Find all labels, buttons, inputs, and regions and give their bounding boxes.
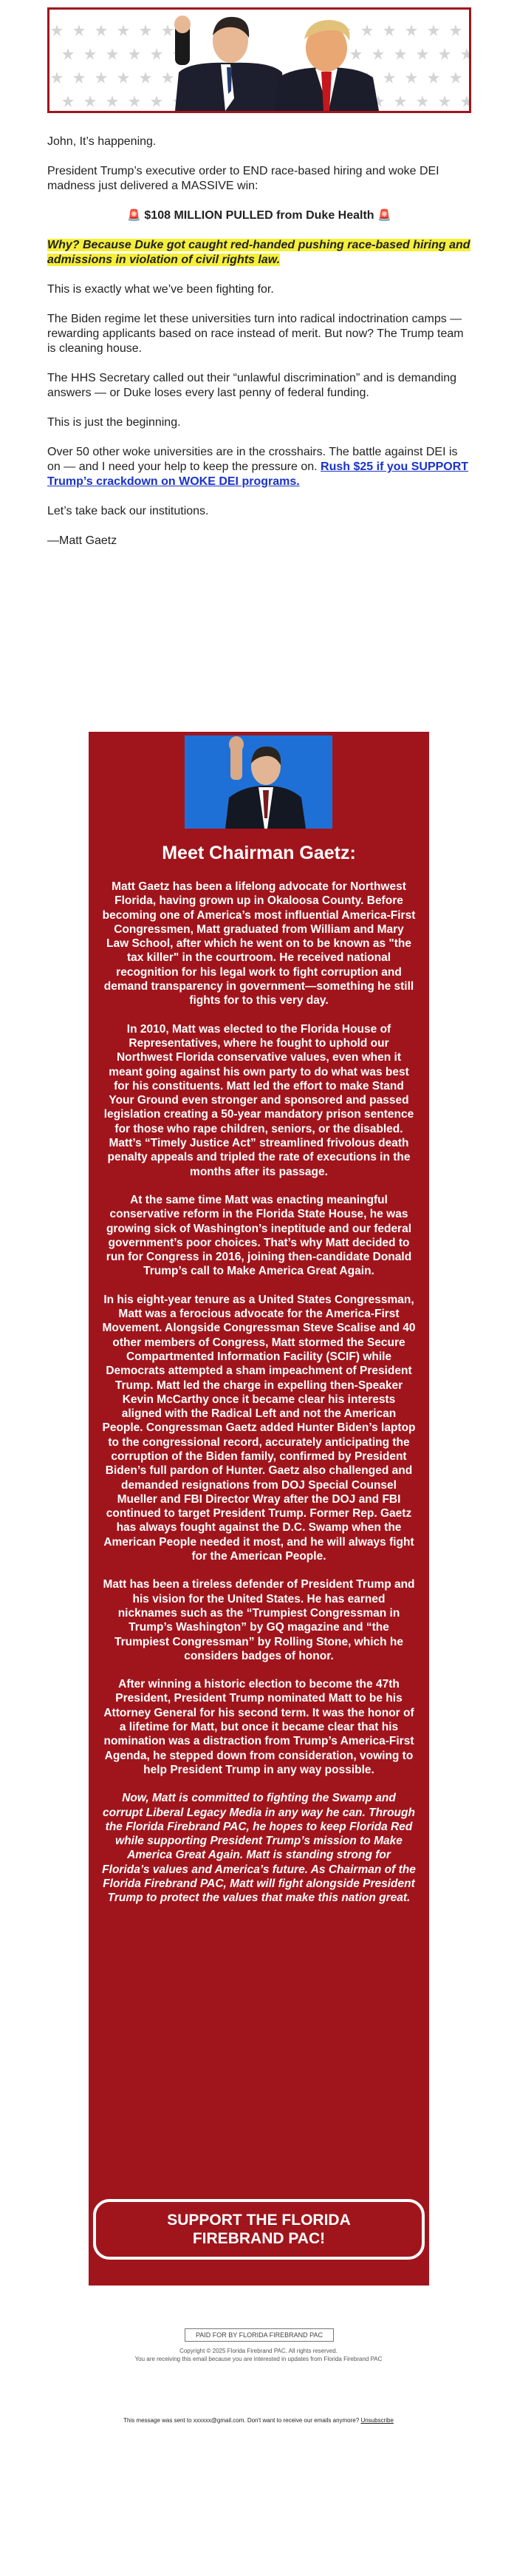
bio-paragraph: In 2010, Matt was elected to the Florida House of Representatives, where he fought to uphold our Northwest Florida conservative values, even when it meant going against his own party to do what was best for his constituents. Matt led the effort to make Stand Your Ground even stronger and sponsored and passed legislation creating a 50-year mandatory prison sentence for those who rape children, seniors, or the disabled. Matt’s “Timely Justice Act” streamlined frivolous death penalty appeals and tripled the rate of executions in the months after its passage. xyxy=(103,1022,414,1178)
unsubscribe-link[interactable]: Unsubscribe xyxy=(360,2417,394,2424)
greeting: John, It’s happening. xyxy=(47,135,157,148)
copyright: Copyright © 2025 Florida Firebrand PAC. All rights reserved. xyxy=(179,2348,338,2354)
paragraph-3: This is exactly what we’ve been fighting for. xyxy=(47,283,274,296)
siren-icon: 🚨 xyxy=(377,209,391,222)
headline xyxy=(47,208,471,223)
bio-paragraph: Matt Gaetz has been a lifelong advocate for Northwest Florida, having grown up in Okaloosa County. Before becoming one of America’s most influential America-First Congressmen, Matt graduated from William and Mary Law School, after which he went on to be known as "the tax killer" in the courtroom. He received national recognition for his legal work to fight corruption and demand transparency in government—something he still fights for to this very day. xyxy=(102,880,416,1007)
subscription-reason: You are receiving this email because you are interested in updates from Florida Firebrand PAC xyxy=(134,2356,383,2362)
bio-paragraph: At the same time Matt was enacting meaningful conservative reform in the Florida State House, he was growing sick of Washington’s ineptitude and our federal government’s poor choices. That’s why Matt decided to run for Congress in 2016, joining then-candidate Donald Trump’s call to Make America Great Again. xyxy=(106,1193,412,1278)
headline-text: $108 MILLION PULLED from Duke Health xyxy=(144,209,374,222)
highlight-paragraph xyxy=(47,238,471,268)
bio-title: Meet Chairman Gaetz: xyxy=(162,843,356,863)
gaetz-photo xyxy=(185,735,332,829)
support-pac-label: SUPPORT THE FLORIDA FIREBRAND PAC! xyxy=(167,2212,351,2247)
trump-figure xyxy=(275,20,379,111)
siren-icon: 🚨 xyxy=(127,209,141,222)
paragraph-8: Let’s take back our institutions. xyxy=(47,505,209,517)
bio-panel xyxy=(89,732,429,2286)
header-banner xyxy=(47,7,471,113)
highlighted-text: Why? Because Duke got caught red-handed pushing race-based hiring and admissions in violation of civil rights law. xyxy=(47,239,470,266)
paragraph-4: The Biden regime let these universities turn into radical indoctrination camps — rewarding applicants based on race instead of merit. But now? The Trump team is cleaning house. xyxy=(47,313,464,355)
paragraph-5: The HHS Secretary called out their “unlawful discrimination” and is demanding answers — or Duke loses every last penny of federal funding. xyxy=(47,372,457,399)
paragraph-7-text: Over 50 other woke universities are in the crosshairs. The battle against DEI is on — and I need your help to keep the pressure on. xyxy=(47,446,458,473)
paragraph-7 xyxy=(47,445,471,489)
bio-paragraph: After winning a historic election to become the 47th President, President Trump nominated Matt to be his Attorney General for his second term. It was the honor of a lifetime for Matt, but once it became clear that his nomination was a distraction from Trump’s America-First Agenda, he stepped down from consideration, vowing to help President Trump in any way possible. xyxy=(103,1678,414,1776)
bio-paragraph: Matt has been a tireless defender of President Trump and his vision for the United States. He has earned nicknames such as the “Trumpiest Congressman in Trump’s Washington” by GQ magazine and “the Trumpiest Congressman” by Rolling Stone, which he considers badges of honor. xyxy=(103,1578,415,1662)
email-body xyxy=(47,135,471,563)
bio-paragraph: In his eight-year tenure as a United States Congressman, Matt was a ferocious advocate for the America-First Movement. Alongside Congressman Steve Scalise and 40 other members of Congress, Matt stormed the Secure Compartmented Information Facility (SCIF) while Democrats attempted a sham impeachment of President Trump. Matt led the charge in expelling then-Speaker Kevin McCarthy once it became clear his interests aligned with the Radical Left and not the American People. Congressman Gaetz added Hunter Biden’s laptop to the congressional record, accurately anticipating the corruption of the Biden family, confirmed by President Biden’s full pardon of Hunter. Gaetz also challenged and demanded resignations from DOJ Special Counsel Mueller and FBI Director Wray after the DOJ and FBI continued to target President Trump. Former Rep. Gaetz has always fought against the D.C. Swamp when the American People needed it most, and he will always fight for the American People. xyxy=(102,1293,416,1563)
support-pac-button[interactable] xyxy=(93,2199,425,2260)
paragraph-6: This is just the beginning. xyxy=(47,416,181,429)
disclaimer-text: This message was sent to xxxxxx@gmail.com. Don't want to receive our emails anymore? xyxy=(123,2417,360,2424)
bio-text xyxy=(102,880,416,1920)
paid-by-box: PAID FOR BY FLORIDA FIREBRAND PAC xyxy=(185,2328,334,2342)
gaetz-figure xyxy=(174,16,286,111)
signature: —Matt Gaetz xyxy=(47,534,117,547)
stars-decoration xyxy=(49,10,469,111)
disclaimer xyxy=(0,2417,517,2424)
bio-closing: Now, Matt is committed to fighting the Swamp and corrupt Liberal Legacy Media in any way he can. Through the Florida Firebrand PAC, he hopes to keep Florida Red while supporting President Trump’s mission to Make America Great Again. Matt is standing strong for Florida’s values and America’s future. As Chairman of the Florida Firebrand PAC, Matt will fight alongside President Trump to protect the values that make this nation great. xyxy=(102,1792,416,1905)
gaetz-photo-illustration xyxy=(185,735,332,829)
intro-paragraph: President Trump’s executive order to END race-based hiring and woke DEI madness just delivered a MASSIVE win: xyxy=(47,165,439,192)
donate-link[interactable]: Rush $25 if you SUPPORT Trump’s crackdown on WOKE DEI programs. xyxy=(47,461,469,488)
